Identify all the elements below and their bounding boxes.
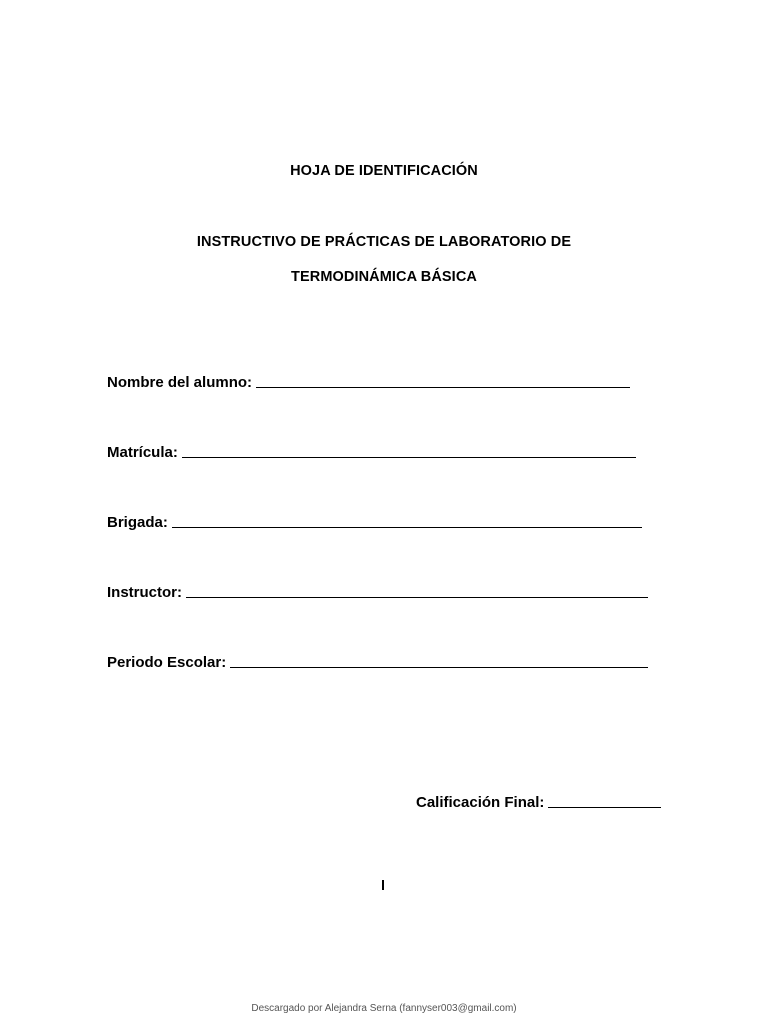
matricula-label: Matrícula: xyxy=(107,444,178,461)
page-number xyxy=(382,880,384,890)
matricula-blank-line[interactable] xyxy=(182,443,636,458)
nombre-label: Nombre del alumno: xyxy=(107,374,253,391)
periodo-blank-line[interactable] xyxy=(230,653,648,668)
brigada-blank-line[interactable] xyxy=(172,513,642,528)
nombre-blank-line[interactable] xyxy=(256,373,630,388)
brigada-field xyxy=(107,513,642,531)
periodo-field xyxy=(107,653,648,671)
calificacion-label: Calificación Final: xyxy=(416,794,545,811)
periodo-label: Periodo Escolar: xyxy=(107,654,227,671)
calificacion-field xyxy=(416,793,661,811)
brigada-label: Brigada: xyxy=(107,514,168,531)
instructor-label: Instructor: xyxy=(107,584,182,601)
matricula-field xyxy=(107,443,636,461)
document-title: HOJA DE IDENTIFICACIÓN xyxy=(290,163,478,179)
document-subtitle-line-1: INSTRUCTIVO DE PRÁCTICAS DE LABORATORIO DE xyxy=(196,234,572,250)
download-footer: Descargado por Alejandra Serna (fannyser003@gmail.com) xyxy=(251,1003,517,1014)
calificacion-blank-line[interactable] xyxy=(548,793,661,808)
instructor-field xyxy=(107,583,648,601)
instructor-blank-line[interactable] xyxy=(186,583,648,598)
nombre-field xyxy=(107,373,630,391)
document-subtitle-line-2: TERMODINÁMICA BÁSICA xyxy=(291,269,477,285)
